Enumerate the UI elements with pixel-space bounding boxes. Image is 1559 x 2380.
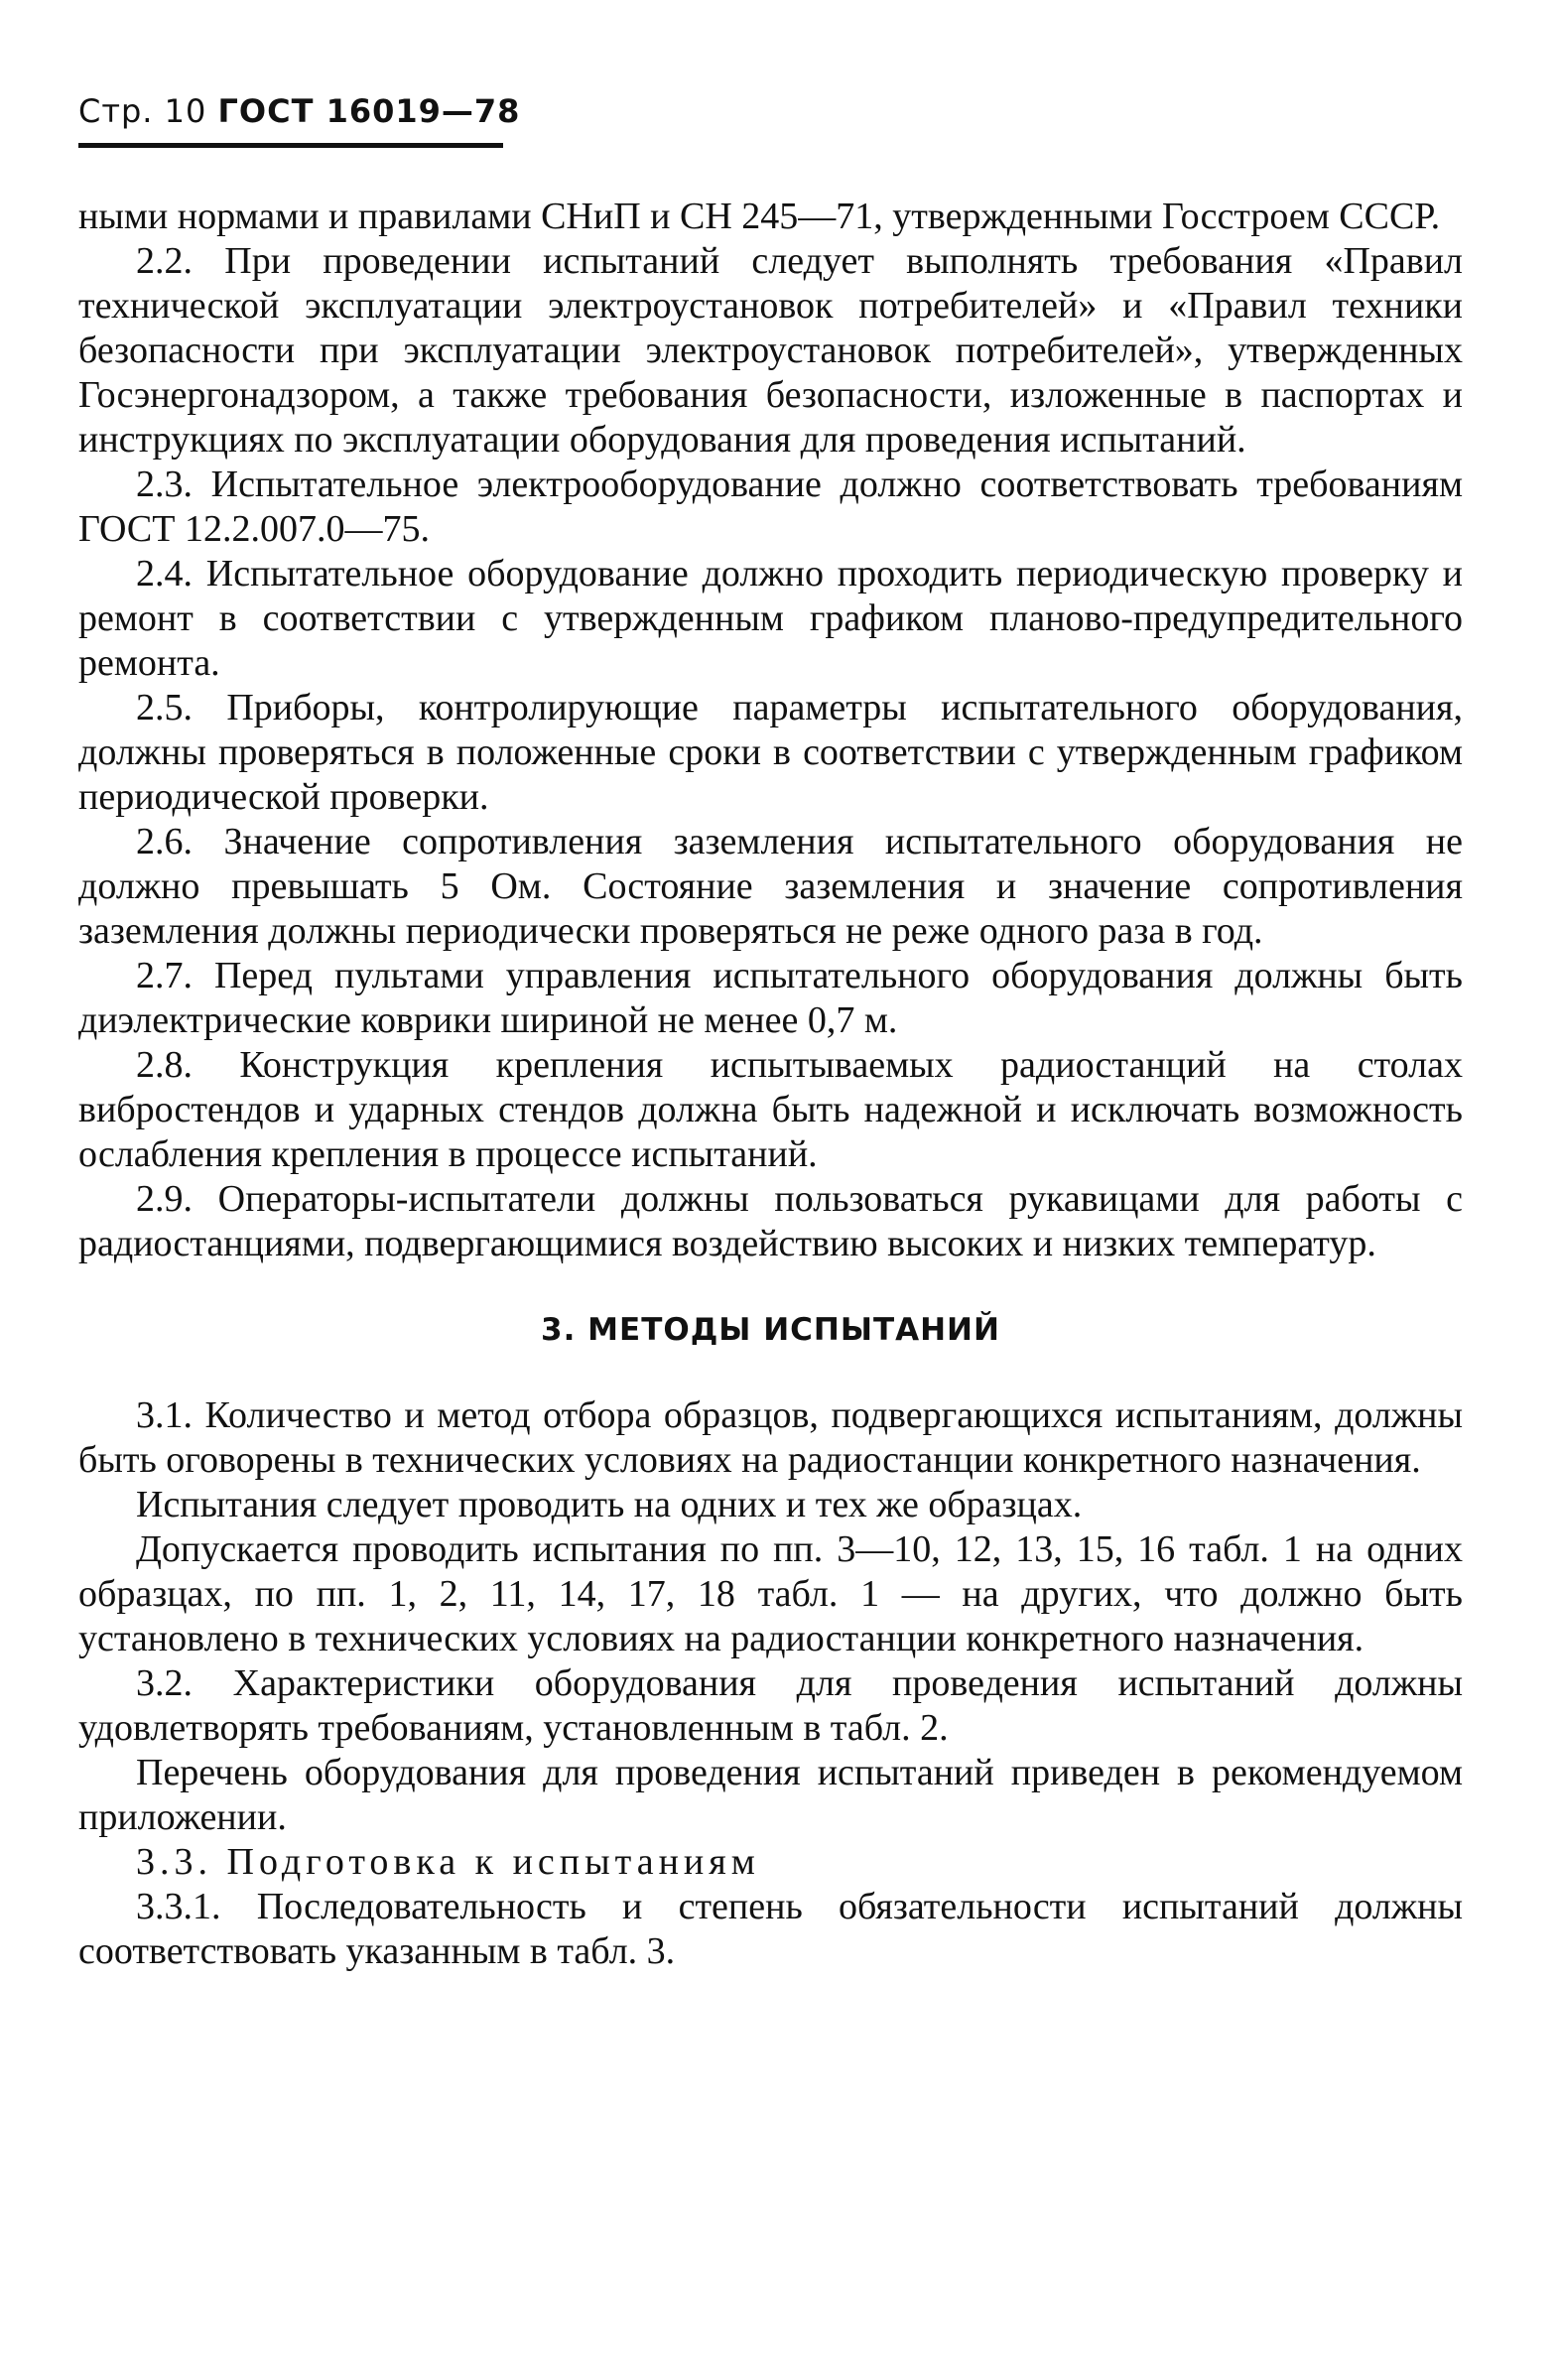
- paragraph-2-4: 2.4. Испытательное оборудование должно проходить периодическую проверку и ремонт в соответствии с утвержденным графиком планово-предупредительного ремонта.: [78, 553, 1463, 684]
- header-rule: [78, 143, 503, 148]
- section-heading: 3. МЕТОДЫ ИСПЫТАНИЙ: [541, 1312, 1000, 1348]
- paragraph-2-5: 2.5. Приборы, контролирующие параметры испытательного оборудования, должны проверяться в положенные сроки в соответствии с утвержденным графиком периодической проверки.: [78, 687, 1463, 818]
- paragraph-3-2: 3.2. Характеристики оборудования для проведения испытаний должны удовлетворять требованиям, установленным в табл. 2.: [78, 1662, 1463, 1749]
- subsection-title: 3.3. Подготовка к испытаниям: [136, 1841, 760, 1883]
- body-text: [78, 195, 1463, 1974]
- paragraph-2-2: 2.2. При проведении испытаний следует выполнять требования «Правил технической эксплуатации электроустановок потребителей» и «Правил техники безопасности при эксплуатации электроустановок потребителей», утвержденных Госэнергонадзором, а также требования безопасности, изложенные в паспортах и инструкциях по эксплуатации оборудования для проведения испытаний.: [78, 240, 1463, 461]
- paragraph-2-8: 2.8. Конструкция крепления испытываемых радиостанций на столах вибростендов и ударных стендов должна быть надежной и исключать возможность ослабления крепления в процессе испытаний.: [78, 1044, 1463, 1175]
- paragraph-2-3: 2.3. Испытательное электрооборудование должно соответствовать требованиям ГОСТ 12.2.007.0—75.: [78, 463, 1463, 550]
- paragraph-3-1: 3.1. Количество и метод отбора образцов, подвергающихся испытаниям, должны быть оговорены в технических условиях на радиостанции конкретного назначения.: [78, 1394, 1463, 1481]
- page-number: Стр. 10: [78, 92, 207, 130]
- paragraph-allowed-tests: Допускается проводить испытания по пп. 3—10, 12, 13, 15, 16 табл. 1 на одних образцах, по пп. 1, 2, 11, 14, 17, 18 табл. 1 — на других, что должно быть установлено в технических условиях на радиостанции конкретного назначения.: [78, 1528, 1463, 1659]
- paragraph-2-7: 2.7. Перед пультами управления испытательного оборудования должны быть диэлектрические коврики шириной не менее 0,7 м.: [78, 955, 1463, 1041]
- paragraph-same-samples: Испытания следует проводить на одних и тех же образцах.: [136, 1484, 1083, 1525]
- running-header: [78, 91, 521, 131]
- paragraph-2-6: 2.6. Значение сопротивления заземления испытательного оборудования не должно превышать 5 Ом. Состояние заземления и значение сопротивления заземления должны периодически проверяться не реже одного раза в год.: [78, 821, 1463, 952]
- paragraph-3-3-1: 3.3.1. Последовательность и степень обязательности испытаний должны соответствовать указанным в табл. 3.: [78, 1886, 1463, 1972]
- paragraph-continuation: ными нормами и правилами СНиП и СН 245—71, утвержденными Госстроем СССР.: [78, 196, 1441, 237]
- paragraph-equipment-list: Перечень оборудования для проведения испытаний приведен в рекомендуемом приложении.: [78, 1752, 1463, 1838]
- standard-number: ГОСТ 16019—78: [217, 92, 521, 130]
- paragraph-2-9: 2.9. Операторы-испытатели должны пользоваться рукавицами для работы с радиостанциями, подвергающимися воздействию высоких и низких температур.: [78, 1178, 1463, 1264]
